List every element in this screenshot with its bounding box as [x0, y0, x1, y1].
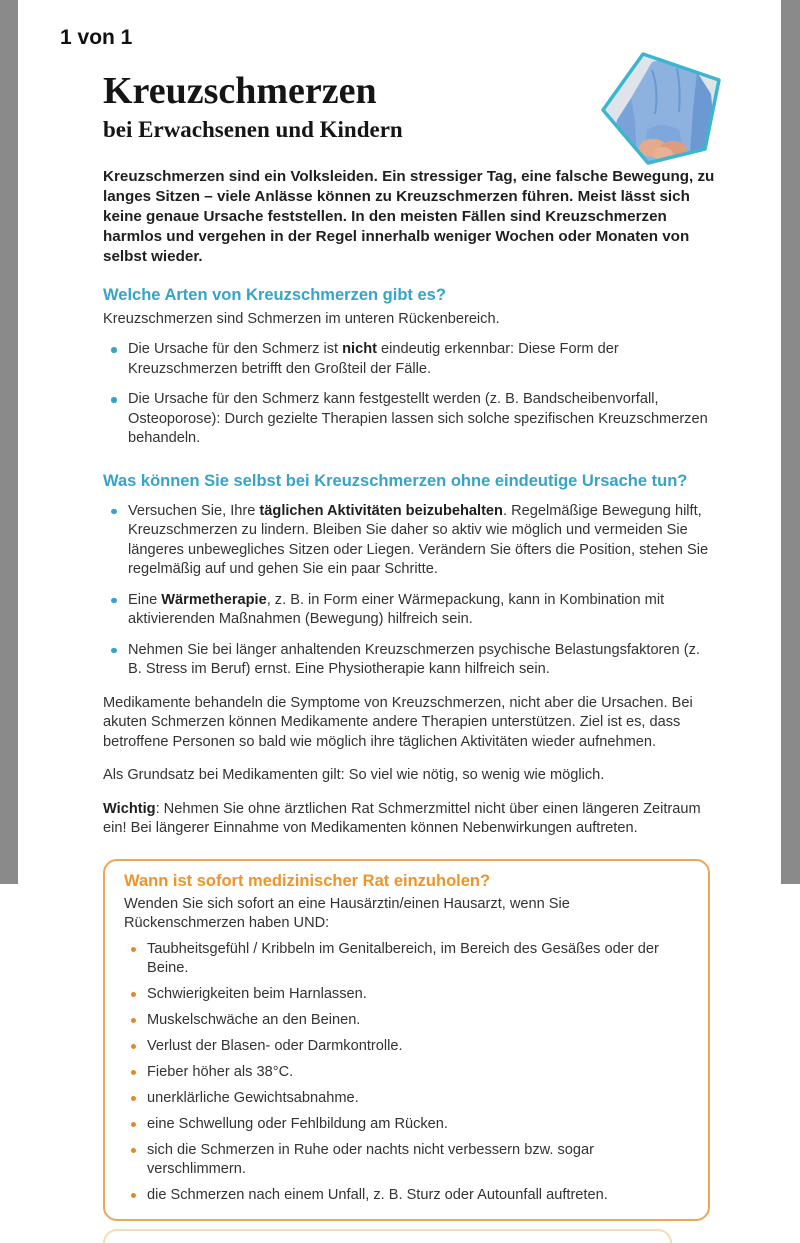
medication-paragraph: Medikamente behandeln die Symptome von Kreuzschmerzen, nicht aber die Ursachen. Bei akuten Schmerzen können Medikamente andere Therapien unterstützen. Ziel ist es, dass betroffene Personen so bald wie möglich ihre täglichen Aktivitäten wieder aufnehmen. [103, 694, 693, 750]
bullet-text: eine Schwellung oder Fehlbildung am Rücken. [147, 1115, 448, 1132]
list-item [124, 1115, 689, 1134]
list-item [124, 1089, 689, 1108]
list-item [103, 340, 717, 379]
bullet-text: . Regelmäßige Bewegung hilft, Kreuzschmerzen zu lindern. Bleiben Sie daher so aktiv wie möglich und vermeiden Sie längeres unbewegliches Sitzen oder Liegen. Verändern Sie öfters die Position, stehen Sie regelmäßig auf und gehen Sie ein paar Schritte. [128, 502, 709, 577]
bullet-bold: nicht [342, 341, 377, 357]
bullet-text: Schwierigkeiten beim Harnlassen. [147, 985, 367, 1002]
bullet-text: Nehmen Sie bei länger anhaltenden Kreuzschmerzen psychische Belastungsfaktoren (z. B. Stress im Beruf) ernst. Eine Physiotherapie kann hilfreich sein. [128, 641, 700, 677]
bullet-text: sich die Schmerzen in Ruhe oder nachts nicht verbessern bzw. sogar verschlimmern. [147, 1141, 594, 1177]
back-pain-image [597, 50, 727, 170]
selfhelp-list [103, 502, 717, 680]
bullet-text: Verlust der Blasen- oder Darmkontrolle. [147, 1037, 403, 1054]
list-item [124, 985, 689, 1004]
bullet-text: Muskelschwäche an den Beinen. [147, 1011, 361, 1028]
next-section-box-cutoff [103, 1229, 672, 1243]
page-subtitle: bei Erwachsenen und Kindern [103, 117, 403, 142]
viewer-edge-right [781, 0, 800, 884]
warning-paragraph [103, 800, 715, 839]
bullet-text: Die Ursache für den Schmerz ist [128, 341, 343, 357]
list-item [124, 1037, 689, 1056]
alert-lead: Wenden Sie sich sofort an eine Hausärztin/einen Hausarzt, wenn Sie Rückenschmerzen haben UND: [124, 895, 570, 931]
list-item [124, 1063, 689, 1082]
principle-paragraph: Als Grundsatz bei Medikamenten gilt: So viel wie nötig, so wenig wie möglich. [103, 767, 605, 783]
section-heading-types: Welche Arten von Kreuzschmerzen gibt es? [103, 286, 446, 304]
document-body [103, 60, 717, 1243]
section-heading-selfhelp: Was können Sie selbst bei Kreuzschmerzen ohne eindeutige Ursache tun? [103, 471, 688, 490]
document-page [18, 0, 781, 1203]
bullet-text: eindeutig erkennbar: Diese Form der Kreuzschmerzen betrifft den Großteil der Fälle. [128, 341, 619, 377]
warning-label: Wichtig [103, 800, 156, 817]
bullet-text: Versuchen Sie, Ihre [128, 502, 260, 519]
alert-heading: Wann ist sofort medizinischer Rat einzuholen? [124, 871, 491, 890]
page-indicator: 1 von 1 [60, 26, 133, 49]
section-lead-types: Kreuzschmerzen sind Schmerzen im unteren Rückenbereich. [103, 311, 500, 327]
types-list [103, 340, 717, 449]
bullet-bold: täglichen Aktivitäten beizubehalten [259, 502, 503, 519]
list-item [124, 1141, 689, 1179]
emergency-advice-box [103, 859, 710, 1221]
warning-text: : Nehmen Sie ohne ärztlichen Rat Schmerzmittel nicht über einen längeren Zeitraum ein! Bei längerer Einnahme von Medikamenten können Nebenwirkungen auftreten. [103, 800, 701, 836]
list-item [103, 390, 717, 449]
alert-list [124, 940, 689, 1205]
list-item [124, 1011, 689, 1030]
page-title: Kreuzschmerzen [103, 70, 377, 112]
bullet-text: Fieber höher als 38°C. [147, 1063, 294, 1080]
bullet-text: , z. B. in Form einer Wärmepackung, kann in Kombination mit aktivierenden Maßnahmen (Bewegung) hilfreich sein. [128, 591, 665, 627]
intro-paragraph: Kreuzschmerzen sind ein Volksleiden. Ein stressiger Tag, eine falsche Bewegung, zu langes Sitzen – viele Anlässe können zu Kreuzschmerzen führen. Meist lässt sich keine genaue Ursache feststellen. In den meisten Fällen sind Kreuzschmerzen harmlos und vergehen in der Regel innerhalb weniger Wochen oder Monaten von selbst wieder. [103, 168, 715, 265]
bullet-text: unerklärliche Gewichtsabnahme. [147, 1089, 359, 1106]
list-item [103, 641, 717, 680]
bullet-text: Die Ursache für den Schmerz kann festgestellt werden (z. B. Bandscheibenvorfall, Osteoporose): Durch gezielte Therapien lassen sich solche spezifischen Kreuzschmerzen behandeln. [128, 391, 708, 446]
list-item [124, 940, 689, 978]
list-item [103, 591, 717, 630]
list-item [124, 1186, 689, 1205]
viewer-edge-left [0, 0, 18, 884]
bullet-text: Eine [128, 591, 162, 608]
bullet-text: die Schmerzen nach einem Unfall, z. B. Sturz oder Autounfall auftreten. [147, 1186, 608, 1203]
list-item [103, 502, 717, 580]
bullet-bold: Wärmetherapie [161, 591, 267, 608]
bullet-text: Taubheitsgefühl / Kribbeln im Genitalbereich, im Bereich des Gesäßes oder der Beine. [147, 940, 659, 976]
